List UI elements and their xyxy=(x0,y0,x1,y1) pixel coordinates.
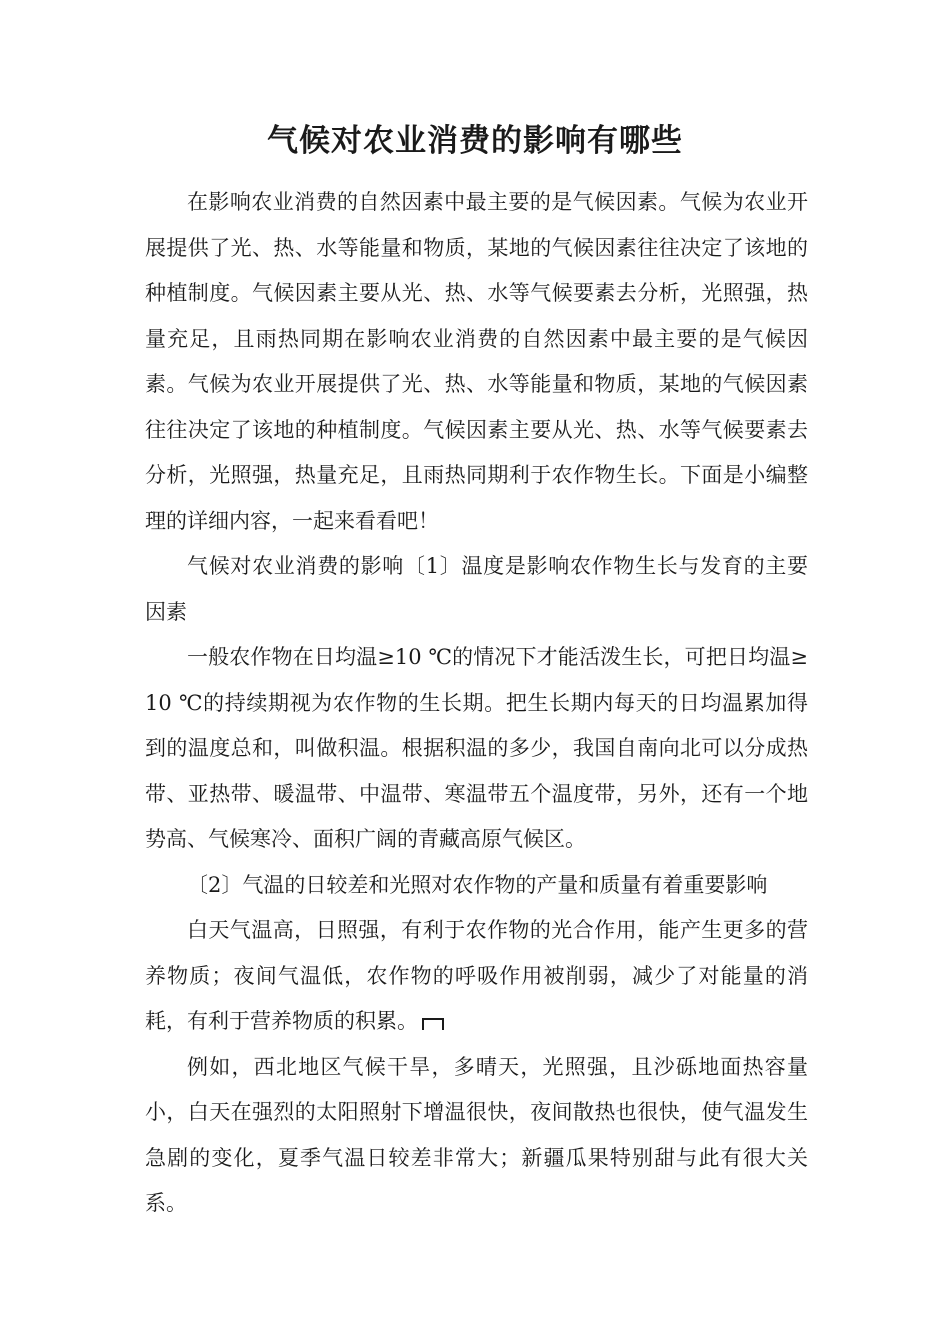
paragraph-diurnal-heading: 〔2〕气温的日较差和光照对农作物的产量和质量有着重要影响 xyxy=(187,872,768,897)
document-title: 气候对农业消费的影响有哪些 xyxy=(267,123,683,159)
edit-mark-icon xyxy=(422,1018,444,1030)
paragraph-temperature: 一般农作物在日均温≥10 ℃的情况下才能活泼生长，可把日均温≥10 ℃的持续期视为农作物的生长期。把生长期内每天的日均温累加得到的温度总和，叫做积温。根据积温的多少，我国自南向北可以分成热带、亚热带、暖温带、中温带、寒温带五个温度带，另外，还有一个地势高、气候寒冷、面积广阔的青藏高原气候区。 xyxy=(145,645,808,851)
paragraph-diurnal xyxy=(145,908,808,1045)
paragraph-diurnal-text: 白天气温高，日照强，有利于农作物的光合作用，能产生更多的营养物质；夜间气温低，农作物的呼吸作用被削弱，减少了对能量的消耗，有利于营养物质的积累。 xyxy=(145,918,808,1033)
paragraph-example: 例如，西北地区气候干旱，多晴天，光照强，且沙砾地面热容量小，白天在强烈的太阳照射下增温很快，夜间散热也很快，使气温发生急剧的变化，夏季气温日较差非常大；新疆瓜果特别甜与此有很大关系。 xyxy=(145,1054,808,1215)
paragraph-temperature-heading: 气候对农业消费的影响〔1〕温度是影响农作物生长与发育的主要因素 xyxy=(145,554,808,624)
document-body xyxy=(145,180,808,1227)
paragraph-intro: 在影响农业消费的自然因素中最主要的是气候因素。气候为农业开展提供了光、热、水等能量和物质，某地的气候因素往往决定了该地的种植制度。气候因素主要从光、热、水等气候要素去分析，光照强，热量充足，且雨热同期在影响农业消费的自然因素中最主要的是气候因素。气候为农业开展提供了光、热、水等能量和物质，某地的气候因素往往决定了该地的种植制度。气候因素主要从光、热、水等气候要素去分析，光照强，热量充足，且雨热同期利于农作物生长。下面是小编整理的详细内容，一起来看看吧！ xyxy=(145,190,808,533)
